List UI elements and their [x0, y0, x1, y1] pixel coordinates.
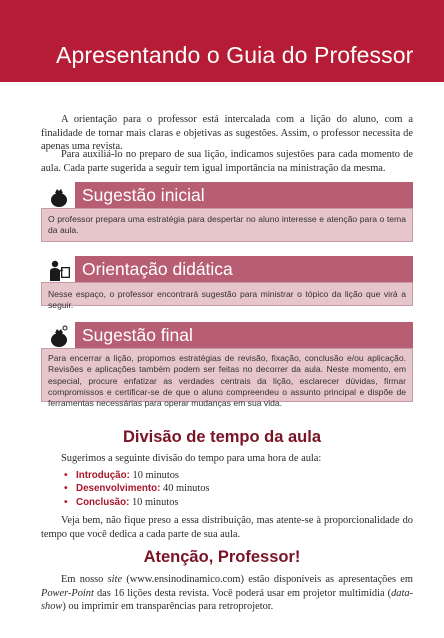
bullet-icon: •	[64, 496, 68, 508]
section-body: Nesse espaço, o professor encontrará sugestão para ministrar o tópico da lição que virá a seguir.	[41, 282, 413, 306]
item-value: 40 minutos	[163, 483, 210, 495]
section-title-bar	[75, 322, 413, 348]
section-title-bar	[75, 256, 413, 282]
item-label: Conclusão:	[76, 496, 130, 508]
section-title: Orientação didática	[82, 259, 233, 279]
text-run-italic: data-show	[41, 587, 413, 612]
page-title: Apresentando o Guia do Professor	[56, 42, 414, 68]
item-value: 10 minutos	[132, 470, 179, 481]
intro-paragraph-2: Para auxiliá-lo no preparo de sua lição, indicamos sujestões para cada momento de aula. Cada parte sugerida a seguir tem igual importância na ministração da mesma.	[41, 149, 413, 174]
section-title: Sugestão final	[82, 325, 193, 345]
time-division-list	[64, 469, 209, 509]
section-title-bar	[75, 182, 413, 208]
text-run-italic: Power-Point	[41, 587, 94, 599]
money-bag-icon	[47, 324, 71, 348]
text-run: ) ou imprimir em transparências para retroprojetor.	[62, 601, 274, 612]
divisao-heading: Divisão de tempo da aula	[122, 428, 322, 446]
page-header	[0, 0, 444, 82]
atencao-paragraph	[41, 573, 413, 614]
money-bag-icon	[47, 184, 71, 208]
section-title: Sugestão inicial	[82, 185, 205, 205]
divisao-note: Veja bem, não fique preso a essa distribuição, mas atente-se à proporcionalidade do tempo que você dedica a cada parte de sua aula.	[41, 515, 413, 540]
bullet-icon: •	[64, 470, 68, 481]
item-value: 10 minutos	[131, 496, 179, 508]
bullet-icon: •	[64, 483, 68, 495]
list-item	[64, 496, 209, 509]
list-item	[64, 482, 209, 495]
text-run: (www.ensinodinamico.com) estão disponíveis as apresentações em	[122, 574, 413, 585]
divisao-intro: Sugerimos a seguinte divisão do tempo para uma hora de aula:	[61, 453, 322, 464]
text-run: das 16 lições desta revista. Você poderá usar em projetor multimídia (	[93, 587, 392, 599]
list-item	[64, 469, 209, 482]
item-label: Introdução:	[76, 470, 130, 481]
text-run: Em nosso	[61, 574, 108, 585]
section-body: Para encerrar a lição, propomos estratégias de revisão, fixação, conclusão e/ou aplicação. Revisões e aplicações também podem ser feitas no decorrer da aula. Neste momento, em especial, procure enfatizar as verdades centrais da lição, esclarecer dúvidas, firmar compromissos e certificar-se de que o aluno compreendeu o assunto principal e dispõe de ferramentas necessárias para operar mudanças em sua vida.	[41, 348, 413, 402]
intro-paragraph-1: A orientação para o professor está intercalada com a lição do aluno, com a finalidade de tornar mais claras e objetivas as sugestões. Assim, o professor necessita de apenas uma revista.	[41, 114, 413, 152]
text-run-italic: site	[107, 574, 123, 585]
teacher-at-board-icon	[47, 258, 71, 282]
atencao-heading: Atenção, Professor!	[143, 548, 301, 566]
section-body: O professor prepara uma estratégia para despertar no aluno interesse e atenção para o tema da aula.	[41, 208, 413, 242]
item-label: Desenvolvimento:	[76, 483, 161, 495]
